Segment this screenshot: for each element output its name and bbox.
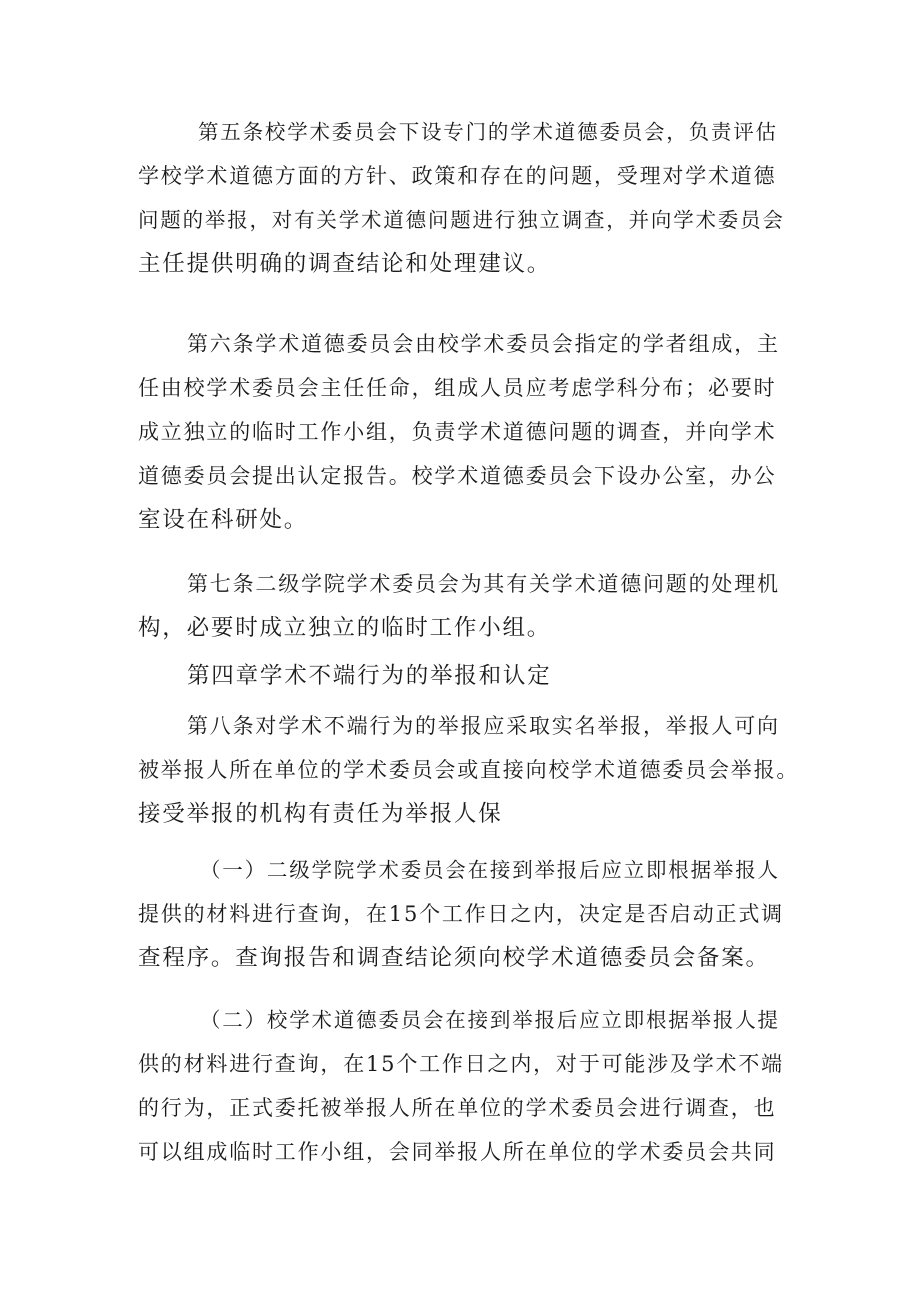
text-line: 学校学术道德方面的方针、政策和存在的问题，受理对学术道德 <box>138 164 777 188</box>
text-line: 道德委员会提出认定报告。校学术道德委员会下设办公室，办公 <box>138 464 777 488</box>
text-line: 问题的举报，对有关学术道德问题进行独立调查，并向学术委员会 <box>138 208 785 232</box>
text-line: 第五条校学术委员会下设专门的学术道德委员会，负责评估 <box>198 120 778 144</box>
text-line: 被举报人所在单位的学术委员会或直接向校学术道德委员会举报。 <box>138 758 800 782</box>
text-line: 可以组成临时工作小组，会同举报人所在单位的学术委员会共同 <box>138 1140 777 1164</box>
text-line: 查程序。查询报告和调查结论须向校学术道德委员会备案。 <box>138 945 770 971</box>
text-line: 第四章学术不端行为的举报和认定 <box>187 663 552 689</box>
text-line: （一）二级学院学术委员会在接到举报后应立即根据举报人 <box>200 858 780 882</box>
text-line: 第六条学术道德委员会由校学术委员会指定的学者组成，主 <box>187 332 780 356</box>
text-line: 的行为，正式委托被举报人所在单位的学术委员会进行调查，也 <box>138 1096 777 1120</box>
text-line: 提供的材料进行查询，在15个工作日之内，决定是否启动正式调 <box>138 902 784 926</box>
text-line: 室设在科研处。 <box>138 507 309 533</box>
text-line: 接受举报的机构有责任为举报人保 <box>138 801 503 827</box>
text-line: 第七条二级学院学术委员会为其有关学术道德问题的处理机 <box>187 572 780 596</box>
text-line: 第八条对学术不端行为的举报应采取实名举报，举报人可向 <box>187 714 780 738</box>
text-line: 成立独立的临时工作小组，负责学术道德问题的调查，并向学术 <box>138 420 777 444</box>
text-line: 主任提供明确的调查结论和处理建议。 <box>138 251 552 277</box>
text-line: 构，必要时成立独立的临时工作小组。 <box>138 615 552 641</box>
text-line: （二）校学术道德委员会在接到举报后应立即根据举报人提 <box>200 1008 780 1032</box>
text-line: 任由校学术委员会主任任命，组成人员应考虑学科分布；必要时 <box>138 376 777 400</box>
text-line: 供的材料进行查询，在15个工作日之内，对于可能涉及学术不端 <box>138 1052 784 1076</box>
